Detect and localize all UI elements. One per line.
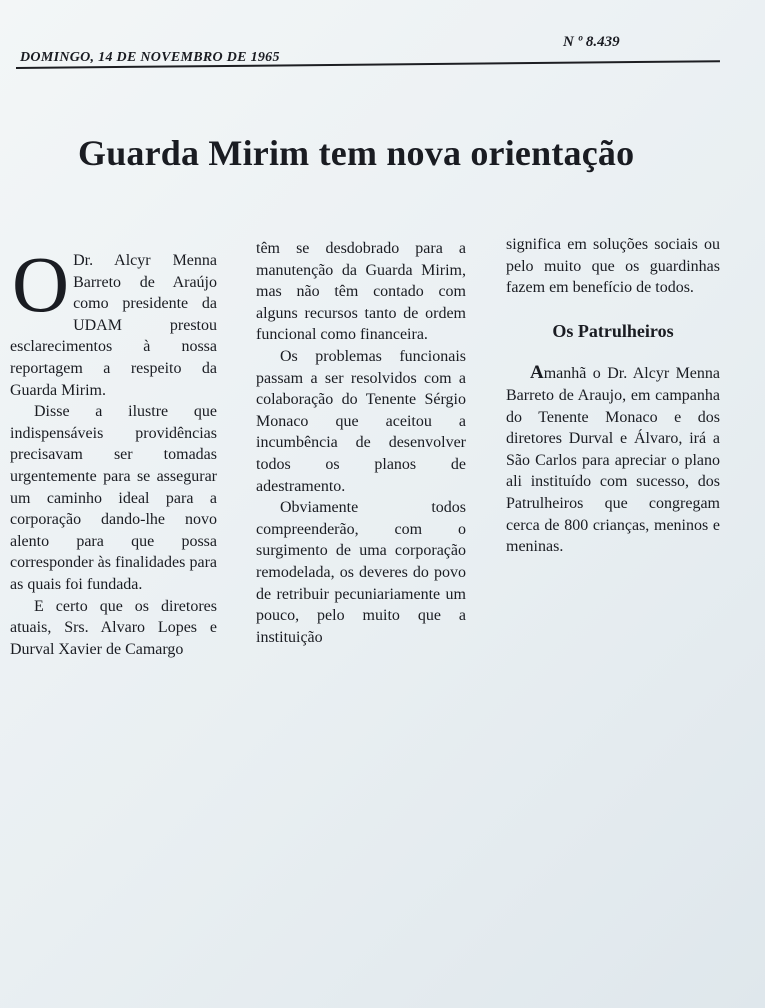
paragraph <box>506 362 720 557</box>
paragraph: têm se desdobrado para a manutenção da Guarda Mirim, mas não têm contado com alguns recursos tanto de ordem funcional como financeira. <box>256 240 466 344</box>
subheading: Os Patrulheiros <box>552 320 674 341</box>
column-2 <box>256 238 466 648</box>
drop-cap: O <box>12 242 70 329</box>
paragraph: Os problemas funcionais passam a ser resolvidos com a colaboração do Tenente Sérgio Monaco que aceitou a incumbência de desenvolver todos os planos de adestramento. <box>256 347 466 495</box>
paragraph-text: Dr. Alcyr Menna Barreto de Araújo como presidente da UDAM prestou esclarecimentos à nossa reportagem a respeito da Guarda Mirim. <box>10 252 217 399</box>
paragraph: Disse a ilustre que indispensáveis providências precisavam ser tomadas urgentemente para se assegurar um caminho ideal para a corporação dando-lhe novo alento para que possa corresponder às finalidades para as quais foi fundada. <box>10 403 217 593</box>
column-1 <box>10 242 217 660</box>
issue-number: N º 8.439 <box>563 34 620 50</box>
paragraph: E certo que os diretores atuais, Srs. Alvaro Lopes e Durval Xavier de Camargo <box>10 597 217 658</box>
paragraph <box>10 242 217 401</box>
header-date: DOMINGO, 14 DE NOVEMBRO DE 1965 <box>20 50 280 65</box>
paragraph-text: manhã o Dr. Alcyr Menna Barreto de Araujo, em campanha do Tenente Monaco e dos diretores Durval e Álvaro, irá a São Carlos para apreciar o plano ali instituído com sucesso, dos Patrulheiros que congregam cerca de 800 crianças, meninos e meninas. <box>506 365 720 556</box>
column-3 <box>506 234 720 558</box>
paragraph: Obviamente todos compreenderão, com o surgimento de uma corporação remodelada, os deveres do povo de retribuir pecuniariamente um pouco, pelo muito que a instituição <box>256 499 466 646</box>
paragraph: significa em soluções sociais ou pelo muito que os guardinhas fazem em benefício de todos. <box>506 236 720 297</box>
article-title: Guarda Mirim tem nova orientação <box>78 133 635 173</box>
lead-letter: A <box>530 362 544 384</box>
